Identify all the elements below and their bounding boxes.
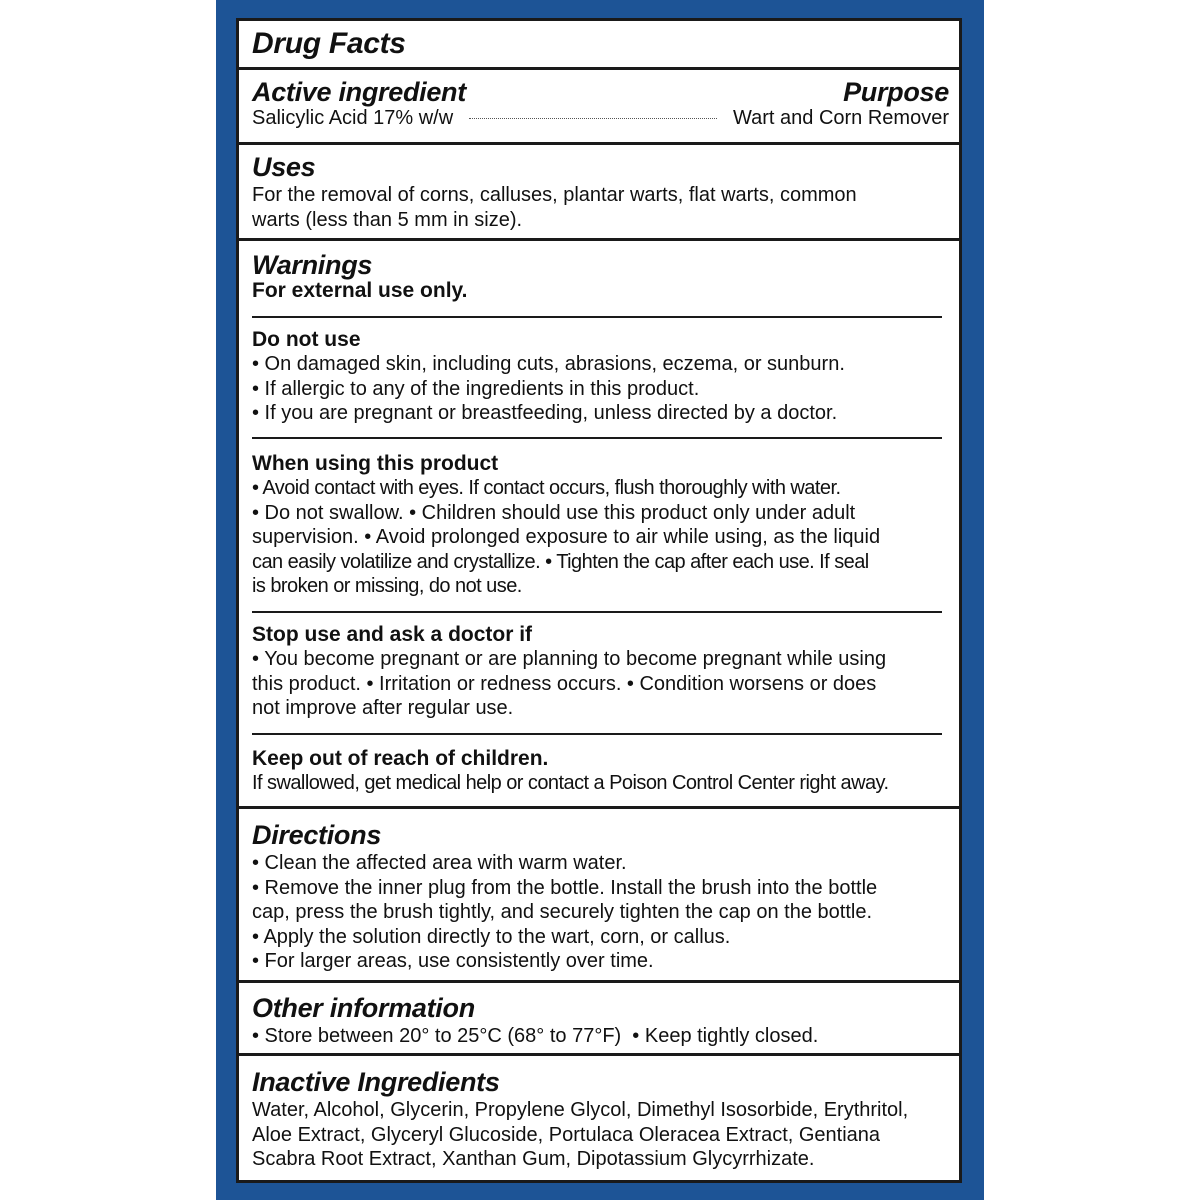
do-not-use-heading: Do not use xyxy=(252,328,361,351)
title-divider xyxy=(239,67,959,70)
inactive-ingredients-line: Water, Alcohol, Glycerin, Propylene Glycol, Dimethyl Isosorbide, Erythritol, xyxy=(252,1099,909,1121)
directions-heading: Directions xyxy=(252,820,382,850)
directions-line: • Remove the inner plug from the bottle. Install the brush into the bottle xyxy=(252,876,878,899)
directions-line: cap, press the brush tightly, and securely tighten the cap on the bottle. xyxy=(252,901,873,924)
when-using-line: • Avoid contact with eyes. If contact occurs, flush thoroughly with water. xyxy=(252,477,841,499)
title-section xyxy=(239,27,959,61)
active-ingredient-heading: Active ingredient xyxy=(252,77,466,107)
other-information-heading: Other information xyxy=(252,993,475,1023)
do-not-use-divider xyxy=(252,437,942,439)
do-not-use-line: • If allergic to any of the ingredients in this product. xyxy=(252,377,700,400)
purpose-heading: Purpose xyxy=(843,77,949,107)
directions-divider xyxy=(239,980,959,983)
active-divider xyxy=(239,142,959,145)
uses-heading: Uses xyxy=(252,152,316,182)
do-not-use-section xyxy=(239,327,959,426)
stop-use-section xyxy=(239,622,959,721)
when-using-section xyxy=(239,451,959,599)
stop-use-line: this product. • Irritation or redness occurs. • Condition worsens or does xyxy=(252,672,877,695)
keep-out-heading: Keep out of reach of children. xyxy=(252,747,549,770)
do-not-use-line: • On damaged skin, including cuts, abrasions, eczema, or sunburn. xyxy=(252,353,845,375)
warnings-divider xyxy=(252,316,942,318)
do-not-use-line: • If you are pregnant or breastfeeding, unless directed by a doctor. xyxy=(252,402,838,425)
stop-use-line: not improve after regular use. xyxy=(252,697,514,720)
active-ingredient-section xyxy=(239,76,959,131)
uses-line: For the removal of corns, calluses, plantar warts, flat warts, common xyxy=(252,184,857,206)
keep-out-line: If swallowed, get medical help or contact a Poison Control Center right away. xyxy=(252,772,889,794)
warnings-end-divider xyxy=(239,806,959,809)
inactive-ingredients-line: Scabra Root Extract, Xanthan Gum, Dipotassium Glycyrrhizate. xyxy=(252,1148,815,1171)
when-using-line: supervision. • Avoid prolonged exposure to air while using, as the liquid xyxy=(252,526,881,549)
directions-line: • Apply the solution directly to the wart, corn, or callus. xyxy=(252,925,731,948)
when-using-divider xyxy=(252,611,942,613)
directions-line: • For larger areas, use consistently over time. xyxy=(252,950,654,973)
when-using-heading: When using this product xyxy=(252,452,499,475)
warnings-heading: Warnings xyxy=(252,250,373,280)
drug-facts-panel xyxy=(236,18,962,1183)
directions-section xyxy=(239,819,959,974)
inactive-ingredients-line: Aloe Extract, Glyceryl Glucoside, Portulaca Oleracea Extract, Gentiana xyxy=(252,1123,881,1146)
active-ingredient-row xyxy=(252,106,949,131)
stop-use-divider xyxy=(252,733,942,735)
when-using-line: can easily volatilize and crystallize. • Tighten the cap after each use. If seal xyxy=(252,550,869,573)
other-information-line: • Store between 20° to 25°C (68° to 77°F) • Keep tightly closed. xyxy=(252,1025,819,1047)
ingredient-name: Salicylic Acid 17% w/w xyxy=(252,107,454,129)
stop-use-heading: Stop use and ask a doctor if xyxy=(252,623,533,646)
inactive-ingredients-section xyxy=(239,1066,959,1172)
keep-out-section xyxy=(239,746,959,796)
inactive-ingredients-heading: Inactive Ingredients xyxy=(252,1067,500,1097)
other-information-divider xyxy=(239,1053,959,1056)
dotted-leader xyxy=(469,118,717,119)
uses-line: warts (less than 5 mm in size). xyxy=(252,208,523,231)
when-using-line: • Do not swallow. • Children should use this product only under adult xyxy=(252,501,856,524)
stop-use-line: • You become pregnant or are planning to become pregnant while using xyxy=(252,648,887,670)
uses-divider xyxy=(239,238,959,241)
directions-line: • Clean the affected area with warm water. xyxy=(252,852,627,874)
external-use-notice: For external use only. xyxy=(252,279,468,302)
page-title: Drug Facts xyxy=(252,27,406,60)
other-information-section xyxy=(239,992,959,1049)
ingredient-purpose: Wart and Corn Remover xyxy=(733,107,949,129)
uses-section xyxy=(239,151,959,232)
warnings-section xyxy=(239,249,959,303)
active-heading-row xyxy=(252,76,949,108)
when-using-line: is broken or missing, do not use. xyxy=(252,575,522,598)
